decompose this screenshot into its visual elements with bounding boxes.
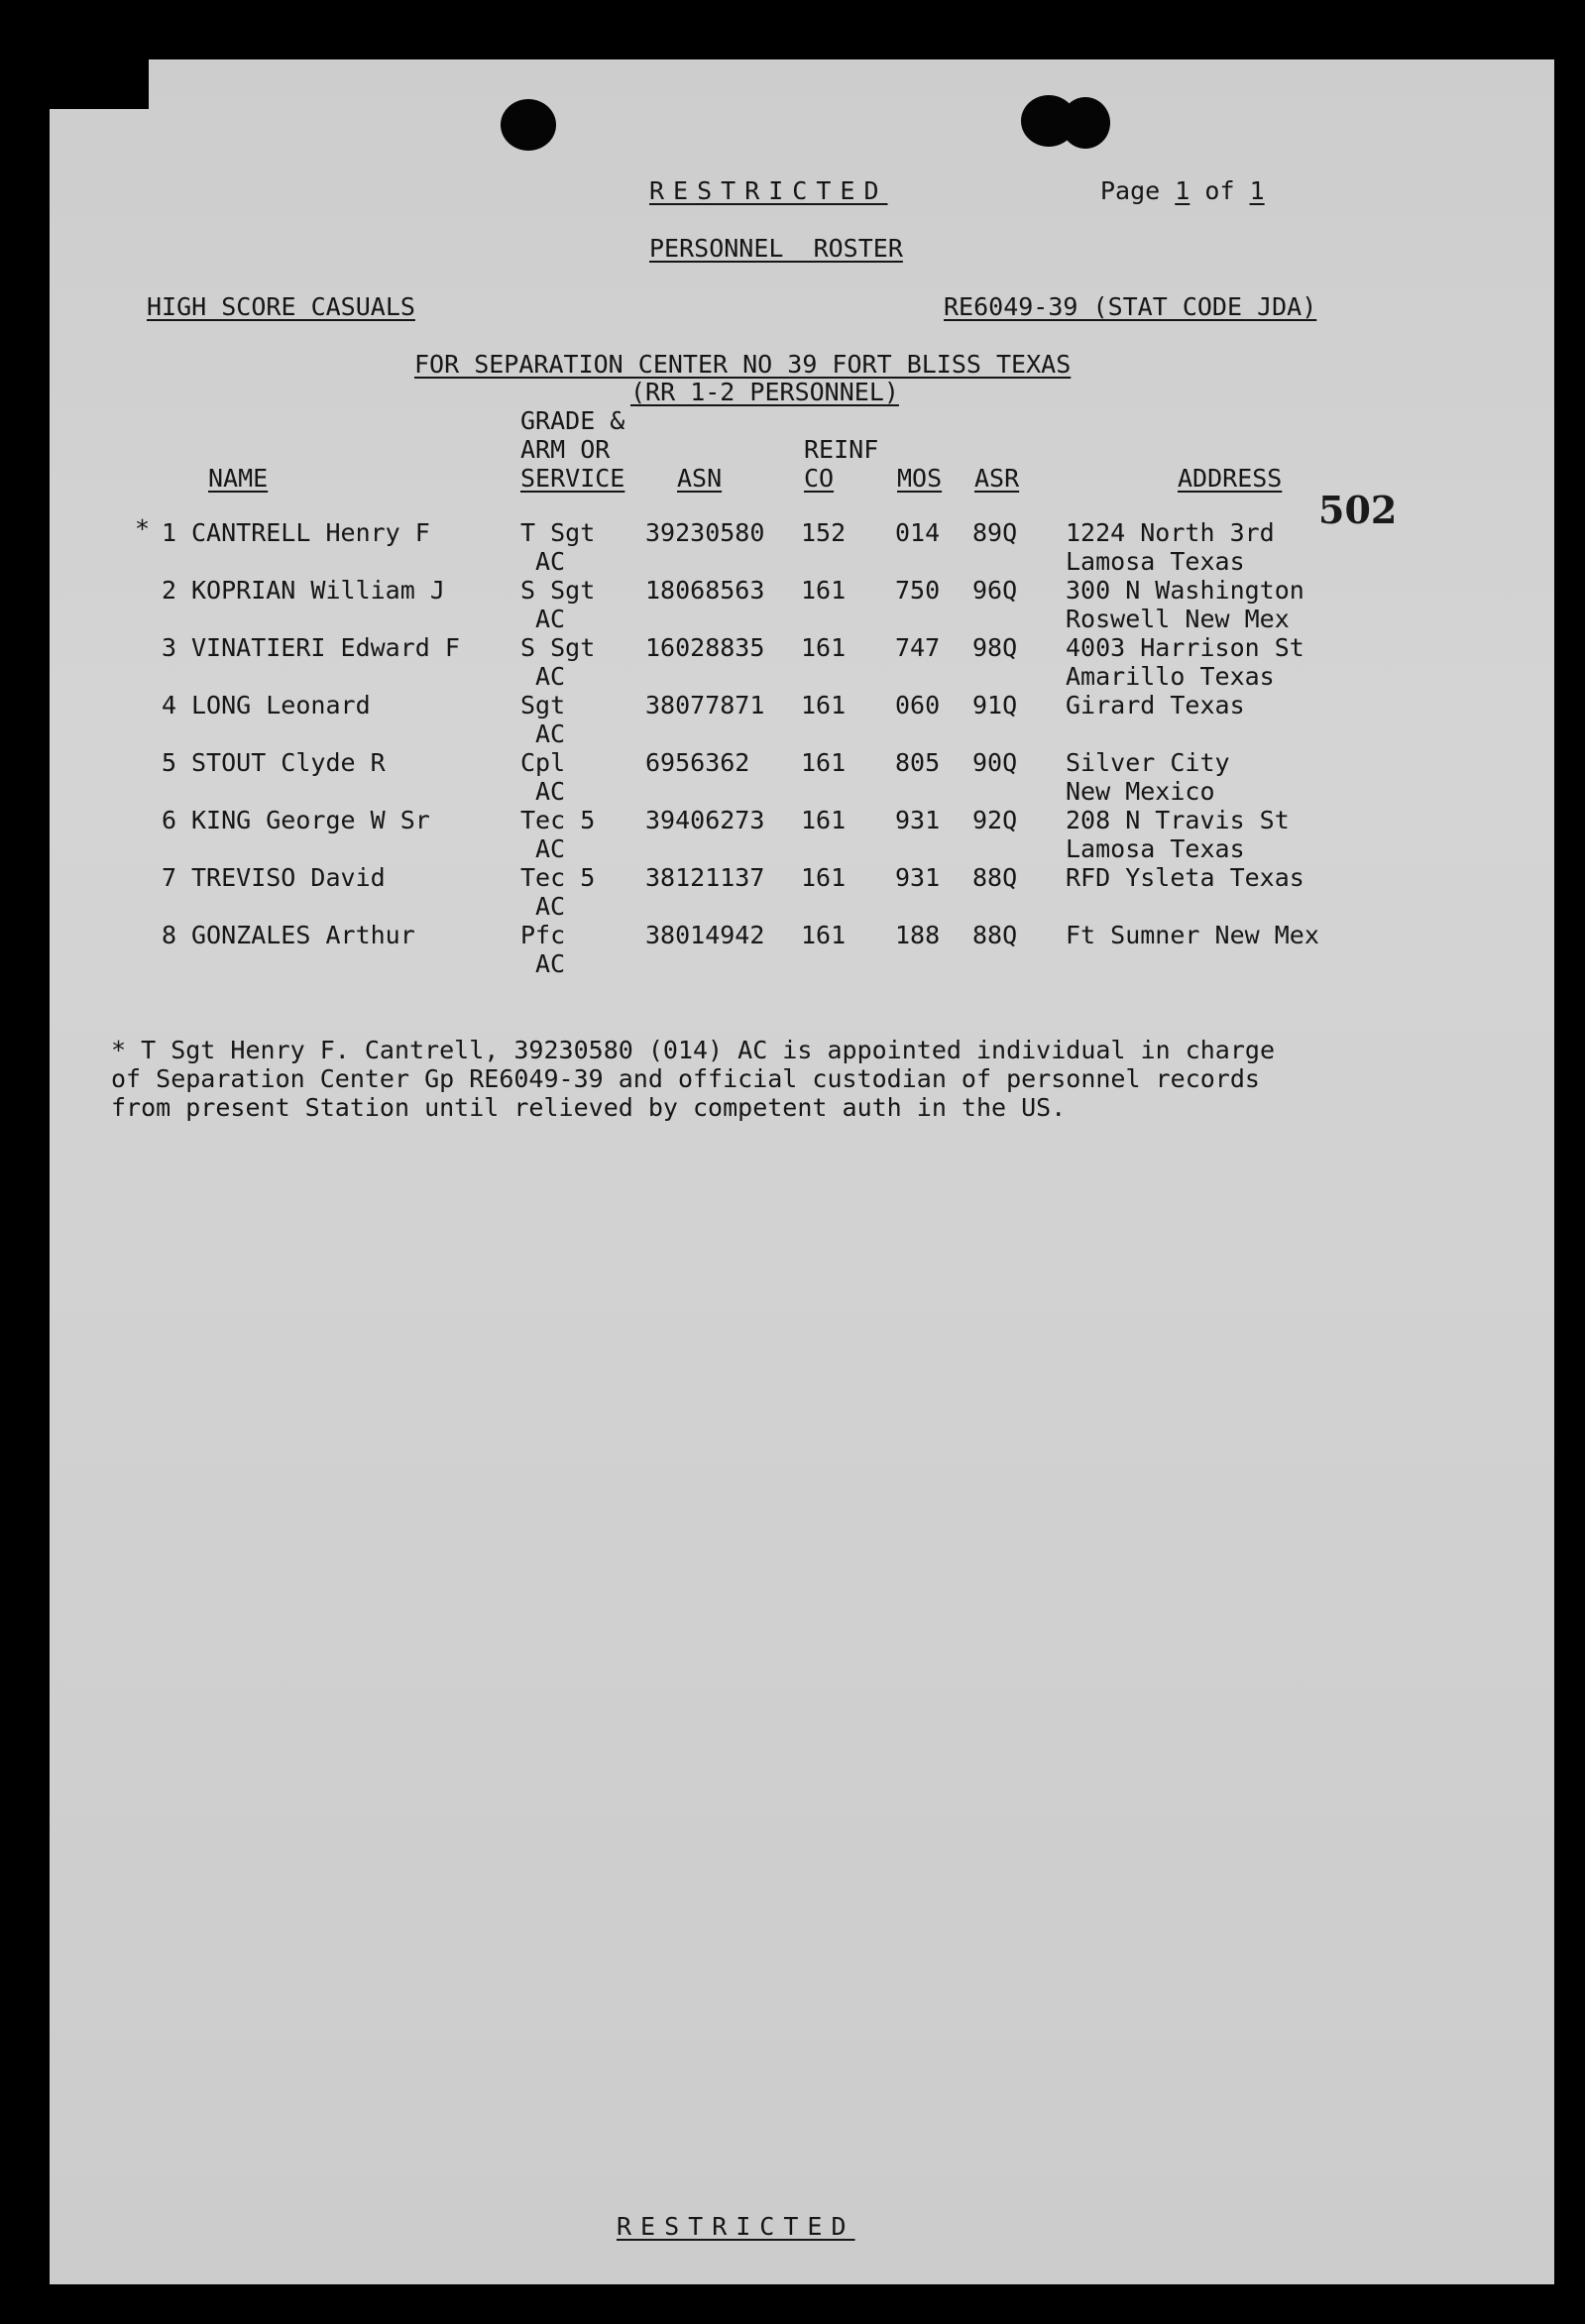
row-number: 1 — [162, 518, 177, 547]
col-grade-line3: SERVICE — [520, 464, 625, 493]
subtitle-line: (RR 1-2 PERSONNEL) — [630, 378, 899, 406]
row-address-line1: Girard Texas — [1066, 691, 1245, 719]
row-asr: 88Q — [972, 863, 1018, 892]
row-mos: 931 — [895, 863, 941, 892]
row-reinf-co: 161 — [801, 576, 847, 605]
scan-edge-mark — [40, 55, 149, 109]
row-arm: AC — [535, 605, 566, 633]
row-asr: 89Q — [972, 518, 1018, 547]
col-asn: ASN — [677, 464, 723, 493]
row-mos: 750 — [895, 576, 941, 605]
row-address-line2: Lamosa Texas — [1066, 547, 1245, 576]
row-asn: 16028835 — [645, 633, 765, 662]
row-mos: 747 — [895, 633, 941, 662]
row-number: 7 — [162, 863, 177, 892]
row-name: CANTRELL Henry F — [191, 518, 430, 547]
row-arm: AC — [535, 662, 566, 691]
row-grade: Sgt — [520, 691, 566, 719]
row-reinf-co: 161 — [801, 921, 847, 949]
row-asr: 90Q — [972, 748, 1018, 777]
row-mos: 188 — [895, 921, 941, 949]
row-asn: 39230580 — [645, 518, 765, 547]
classification-footer: RESTRICTED — [617, 2212, 855, 2241]
row-grade: S Sgt — [520, 576, 596, 605]
row-mark: * — [135, 514, 151, 543]
classification-header: RESTRICTED — [649, 176, 888, 205]
row-grade: Cpl — [520, 748, 566, 777]
row-asn: 39406273 — [645, 806, 765, 834]
row-asr: 96Q — [972, 576, 1018, 605]
page-total: 1 — [1249, 176, 1265, 205]
row-address-line1: 4003 Harrison St — [1066, 633, 1304, 662]
ref-code: RE6049-39 (STAT CODE JDA) — [944, 292, 1317, 321]
row-mos: 060 — [895, 691, 941, 719]
col-mos: MOS — [897, 464, 943, 493]
row-asr: 92Q — [972, 806, 1018, 834]
row-name: GONZALES Arthur — [191, 921, 415, 949]
row-arm: AC — [535, 547, 566, 576]
row-reinf-co: 161 — [801, 691, 847, 719]
punch-hole-right-b — [1061, 97, 1110, 149]
row-arm: AC — [535, 719, 566, 748]
row-mos: 931 — [895, 806, 941, 834]
row-address-line2: Roswell New Mex — [1066, 605, 1290, 633]
footnote-line2: of Separation Center Gp RE6049-39 and official custodian of personnel records — [111, 1064, 1260, 1093]
row-arm: AC — [535, 777, 566, 806]
row-address-line1: 208 N Travis St — [1066, 806, 1290, 834]
row-asr: 98Q — [972, 633, 1018, 662]
row-asn: 6956362 — [645, 748, 750, 777]
col-asr: ASR — [974, 464, 1020, 493]
punch-hole-left — [501, 99, 556, 151]
row-name: LONG Leonard — [191, 691, 371, 719]
row-name: KING George W Sr — [191, 806, 430, 834]
row-address-line2: Amarillo Texas — [1066, 662, 1275, 691]
roster-title: PERSONNEL ROSTER — [649, 234, 903, 263]
row-reinf-co: 161 — [801, 748, 847, 777]
destination-line: FOR SEPARATION CENTER NO 39 FORT BLISS TEXAS — [414, 350, 1072, 379]
col-reinf-line1: REINF — [804, 435, 879, 464]
row-mos: 014 — [895, 518, 941, 547]
page-of: of — [1204, 176, 1235, 205]
footnote-line1: * T Sgt Henry F. Cantrell, 39230580 (014) AC is appointed individual in charge — [111, 1036, 1275, 1064]
row-asn: 18068563 — [645, 576, 765, 605]
page-indicator — [1100, 176, 1295, 205]
row-address-line1: 300 N Washington — [1066, 576, 1304, 605]
row-address-line1: 1224 North 3rd — [1066, 518, 1275, 547]
row-number: 6 — [162, 806, 177, 834]
row-arm: AC — [535, 892, 566, 921]
row-address-line1: RFD Ysleta Texas — [1066, 863, 1304, 892]
row-number: 2 — [162, 576, 177, 605]
col-name: NAME — [208, 464, 269, 493]
row-address-line1: Ft Sumner New Mex — [1066, 921, 1319, 949]
footnote-line3: from present Station until relieved by competent auth in the US. — [111, 1093, 1067, 1122]
row-mos: 805 — [895, 748, 941, 777]
row-address-line2: New Mexico — [1066, 777, 1215, 806]
row-asr: 88Q — [972, 921, 1018, 949]
group-label: HIGH SCORE CASUALS — [147, 292, 415, 321]
row-grade: S Sgt — [520, 633, 596, 662]
row-grade: Tec 5 — [520, 863, 596, 892]
row-name: STOUT Clyde R — [191, 748, 386, 777]
row-arm: AC — [535, 949, 566, 978]
row-asr: 91Q — [972, 691, 1018, 719]
row-asn: 38014942 — [645, 921, 765, 949]
col-grade-line2: ARM OR — [520, 435, 611, 464]
row-name: TREVISO David — [191, 863, 386, 892]
stamp-number: 502 — [1318, 488, 1398, 532]
row-number: 4 — [162, 691, 177, 719]
row-grade: Pfc — [520, 921, 566, 949]
row-reinf-co: 161 — [801, 806, 847, 834]
row-asn: 38121137 — [645, 863, 765, 892]
row-number: 5 — [162, 748, 177, 777]
row-name: VINATIERI Edward F — [191, 633, 460, 662]
row-name: KOPRIAN William J — [191, 576, 445, 605]
page-label: Page — [1100, 176, 1161, 205]
row-number: 8 — [162, 921, 177, 949]
row-grade: Tec 5 — [520, 806, 596, 834]
row-grade: T Sgt — [520, 518, 596, 547]
row-reinf-co: 152 — [801, 518, 847, 547]
col-address: ADDRESS — [1178, 464, 1283, 493]
row-reinf-co: 161 — [801, 633, 847, 662]
row-address-line1: Silver City — [1066, 748, 1230, 777]
row-number: 3 — [162, 633, 177, 662]
page-number: 1 — [1175, 176, 1190, 205]
col-grade-line1: GRADE & — [520, 406, 625, 435]
col-reinf-line2: CO — [804, 464, 835, 493]
row-reinf-co: 161 — [801, 863, 847, 892]
row-asn: 38077871 — [645, 691, 765, 719]
row-address-line2: Lamosa Texas — [1066, 834, 1245, 863]
row-arm: AC — [535, 834, 566, 863]
